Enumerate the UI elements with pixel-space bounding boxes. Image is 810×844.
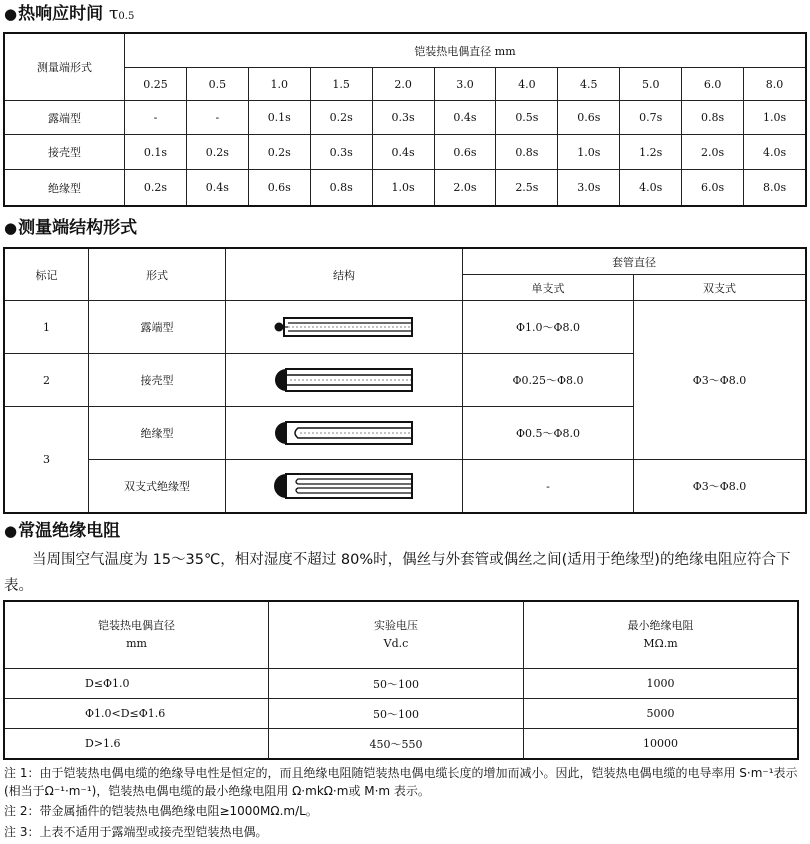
- diameter-header: 5.0: [620, 68, 682, 101]
- table-cell: -: [186, 101, 248, 135]
- table-cell: 0.4s: [372, 135, 434, 170]
- structure-table: [4, 248, 806, 513]
- section-heading-structure: [4, 218, 137, 238]
- section-heading-response-time: [4, 4, 134, 27]
- table-row: [5, 729, 798, 759]
- form-cell: 双支式绝缘型: [89, 460, 226, 513]
- section-title: 热响应时间: [18, 4, 104, 24]
- table-cell: 1.0s: [558, 135, 620, 170]
- table-row: [5, 699, 798, 729]
- table-cell: 450～550: [269, 729, 524, 759]
- single-cell: Φ0.5～Φ8.0: [463, 407, 634, 460]
- header-voltage: 实验电压 Vd.c: [269, 602, 524, 669]
- diameter-header: 1.0: [248, 68, 310, 101]
- structure-cell: [226, 460, 463, 513]
- note-1: 注 1：由于铠装热电偶电缆的绝缘导电性是恒定的，而且绝缘电阻随铠装热电偶电缆长度的增加而减小。因此，铠装热电偶电缆的电导率用 S·m⁻¹表示(相当于Ω⁻¹·m⁻¹)，铠装热电偶电缆的最小绝缘电阻用 Ω·mkΩ·m或 M·m 表示。: [4, 766, 798, 798]
- note-3: 注 3：上表不适用于露端型或接壳型铠装热电偶。: [4, 825, 268, 839]
- table-cell: 1.0s: [744, 101, 806, 135]
- table-cell: 5000: [524, 699, 798, 729]
- table-row: [5, 301, 806, 354]
- mark-cell: 3: [5, 407, 89, 513]
- table-cell: 0.8s: [496, 135, 558, 170]
- row-label: 绝缘型: [5, 170, 125, 206]
- table-cell: 2.0s: [434, 170, 496, 206]
- header-structure: 结构: [226, 249, 463, 301]
- form-cell: 绝缘型: [89, 407, 226, 460]
- table-cell: 0.7s: [620, 101, 682, 135]
- header-double: 双支式: [634, 275, 806, 301]
- header-sleeve: 套管直径: [463, 249, 806, 275]
- diameter-header: 3.0: [434, 68, 496, 101]
- response-time-table: [4, 33, 806, 206]
- tau-subscript: 0.5: [118, 11, 135, 22]
- table-cell: 0.4s: [434, 101, 496, 135]
- table-cell: D>1.6: [5, 729, 269, 759]
- diameter-header: 4.5: [558, 68, 620, 101]
- table-cell: 4.0s: [744, 135, 806, 170]
- diameter-header: 6.0: [682, 68, 744, 101]
- table-cell: 0.6s: [248, 170, 310, 206]
- diameter-header: 1.5: [310, 68, 372, 101]
- diameter-header: 0.5: [186, 68, 248, 101]
- table-cell: 50～100: [269, 669, 524, 699]
- structure-cell: [226, 301, 463, 354]
- table-cell: 3.0s: [558, 170, 620, 206]
- insulated-junction-diagram: [274, 420, 414, 446]
- table-cell: 8.0s: [744, 170, 806, 206]
- structure-cell: [226, 407, 463, 460]
- table-row: [5, 669, 798, 699]
- table-cell: 1.0s: [372, 170, 434, 206]
- header-diameter: 铠装热电偶直径 mm: [5, 602, 269, 669]
- table-cell: D≤Φ1.0: [5, 669, 269, 699]
- form-cell: 接壳型: [89, 354, 226, 407]
- table-cell: 1000: [524, 669, 798, 699]
- section-title: 测量端结构形式: [18, 218, 138, 238]
- grounded-junction-diagram: [274, 367, 414, 393]
- table-row: [5, 135, 806, 170]
- table-row: [5, 170, 806, 206]
- table-cell: 2.5s: [496, 170, 558, 206]
- table-cell: 4.0s: [620, 170, 682, 206]
- table-cell: Φ1.0<D≤Φ1.6: [5, 699, 269, 729]
- section-heading-insulation: [4, 521, 120, 541]
- table-cell: 0.2s: [125, 170, 187, 206]
- single-cell: Φ0.25～Φ8.0: [463, 354, 634, 407]
- table-cell: 10000: [524, 729, 798, 759]
- bullet-icon: ●: [4, 5, 18, 23]
- table-cell: 0.2s: [186, 135, 248, 170]
- header-form: 形式: [89, 249, 226, 301]
- tau-symbol: τ: [109, 4, 119, 24]
- table-cell: -: [125, 101, 187, 135]
- header-mark: 标记: [5, 249, 89, 301]
- table-cell: 0.8s: [310, 170, 372, 206]
- section-title: 常温绝缘电阻: [18, 521, 121, 541]
- header-resistance: 最小绝缘电阻 MΩ.m: [524, 602, 798, 669]
- structure-cell: [226, 354, 463, 407]
- table-cell: 0.3s: [372, 101, 434, 135]
- table-cell: 0.4s: [186, 170, 248, 206]
- single-cell: -: [463, 460, 634, 513]
- insulation-paragraph: [4, 547, 808, 599]
- table-cell: 0.1s: [125, 135, 187, 170]
- bullet-icon: ●: [4, 522, 18, 540]
- mark-cell: 2: [5, 354, 89, 407]
- dual-insulated-junction-diagram: [274, 472, 414, 500]
- table-cell: 0.6s: [558, 101, 620, 135]
- form-cell: 露端型: [89, 301, 226, 354]
- table-cell: 0.2s: [248, 135, 310, 170]
- group-header-cell: 铠装热电偶直径 mm: [125, 34, 806, 68]
- insulation-table: [4, 601, 798, 759]
- table-cell: 0.8s: [682, 101, 744, 135]
- mark-cell: 1: [5, 301, 89, 354]
- table-cell: 0.2s: [310, 101, 372, 135]
- row-header-cell: 测量端形式: [5, 34, 125, 101]
- table-cell: 2.0s: [682, 135, 744, 170]
- table-cell: 0.3s: [310, 135, 372, 170]
- bullet-icon: ●: [4, 219, 18, 237]
- single-cell: Φ1.0～Φ8.0: [463, 301, 634, 354]
- table-cell: 0.5s: [496, 101, 558, 135]
- diameter-header: 0.25: [125, 68, 187, 101]
- paragraph-text: 当周围空气温度为 15～35℃，相对湿度不超过 80%时，偶丝与外套管或偶丝之间(适用于绝缘型)的绝缘电阻应符合下表。: [4, 552, 791, 594]
- row-label: 露端型: [5, 101, 125, 135]
- exposed-junction-diagram: [274, 314, 414, 340]
- table-cell: 50～100: [269, 699, 524, 729]
- table-cell: 0.1s: [248, 101, 310, 135]
- note-2: 注 2：带金属插件的铠装热电偶绝缘电阻≥1000MΩ.m/L。: [4, 804, 318, 818]
- table-cell: 0.6s: [434, 135, 496, 170]
- double-merged-cell: Φ3～Φ8.0: [634, 301, 806, 460]
- table-cell: 6.0s: [682, 170, 744, 206]
- header-single: 单支式: [463, 275, 634, 301]
- double-cell: Φ3～Φ8.0: [634, 460, 806, 513]
- table-row: [5, 101, 806, 135]
- diameter-header: 2.0: [372, 68, 434, 101]
- row-label: 接壳型: [5, 135, 125, 170]
- diameter-header: 8.0: [744, 68, 806, 101]
- table-row: [5, 460, 806, 513]
- diameter-header: 4.0: [496, 68, 558, 101]
- table-cell: 1.2s: [620, 135, 682, 170]
